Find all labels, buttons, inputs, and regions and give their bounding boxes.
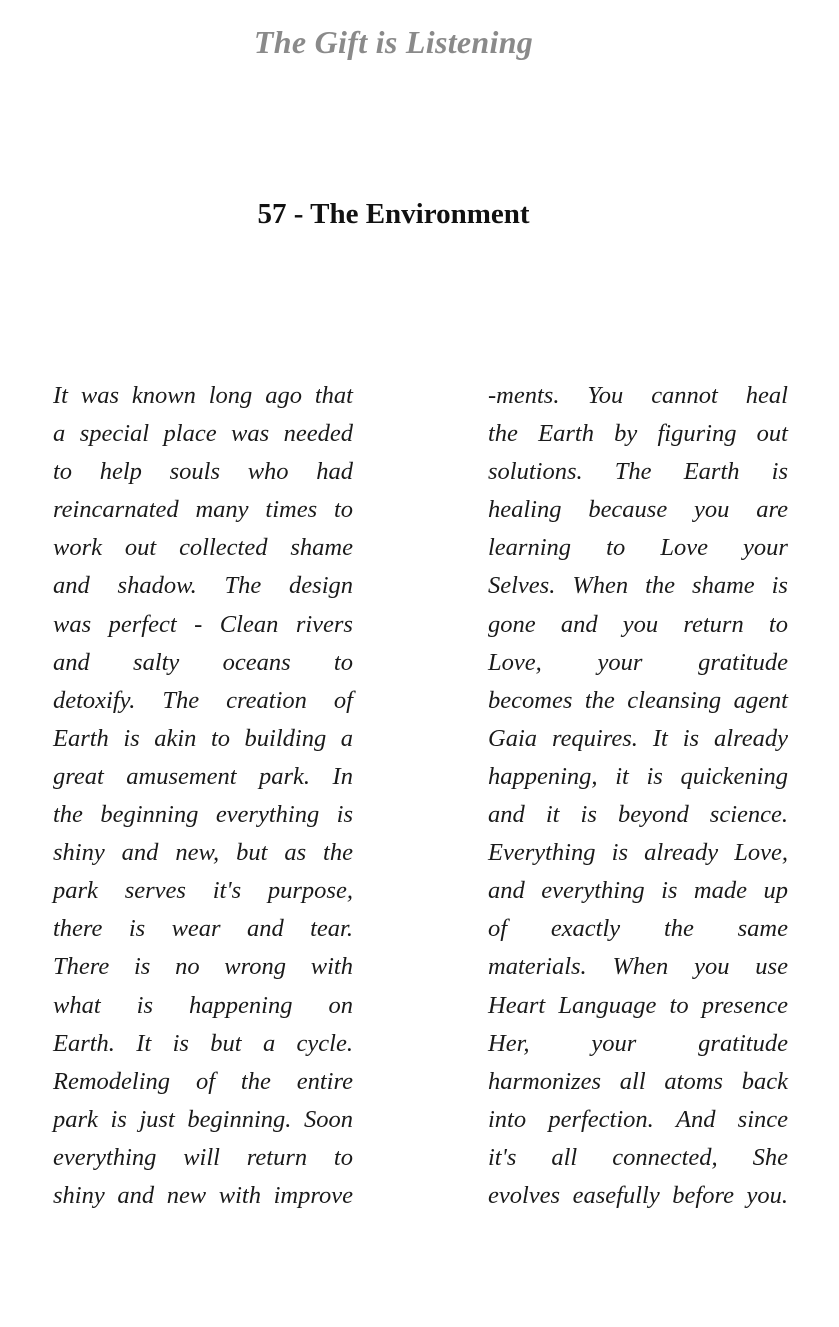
- text-line: into perfection. And since: [488, 1105, 788, 1133]
- text-line: great amusement park. In: [53, 762, 353, 790]
- text-line: materials. When you use: [488, 953, 788, 981]
- text-line: Everything is already Love,: [488, 839, 788, 867]
- text-line: and shadow. The design: [53, 572, 353, 600]
- text-line: Gaia requires. It is already: [488, 724, 788, 752]
- text-line: was perfect - Clean rivers: [53, 610, 353, 638]
- text-line: harmonizes all atoms back: [488, 1067, 788, 1095]
- text-line: of exactly the same: [488, 915, 788, 943]
- text-line: healing because you are: [488, 496, 788, 524]
- text-line: It was known long ago that: [53, 382, 353, 409]
- text-line: Earth is akin to building a: [53, 724, 353, 752]
- text-line: what is happening on: [53, 991, 353, 1019]
- text-line: everything will return to: [53, 1143, 353, 1171]
- text-column-right: [488, 377, 788, 1215]
- text-line: the beginning everything is: [53, 801, 353, 829]
- text-line: and salty oceans to: [53, 648, 353, 676]
- text-line: park serves it's purpose,: [53, 877, 353, 905]
- running-head-book-title: The Gift is Listening: [253, 24, 534, 60]
- text-line: shiny and new with improve: [53, 1181, 353, 1209]
- text-line: reincarnated many times to: [53, 496, 353, 524]
- text-line: solutions. The Earth is: [488, 458, 788, 486]
- text-line: shiny and new, but as the: [53, 839, 353, 867]
- text-line: and everything is made up: [488, 877, 788, 905]
- text-column-left: [53, 377, 353, 1215]
- text-line: park is just beginning. Soon: [53, 1105, 353, 1133]
- text-line: a special place was needed: [53, 420, 353, 448]
- text-line: detoxify. The creation of: [53, 686, 353, 714]
- text-line: it's all connected, She: [488, 1143, 788, 1171]
- text-line: happening, it is quickening: [488, 762, 788, 790]
- text-line: there is wear and tear.: [53, 915, 353, 943]
- text-line: Heart Language to presence: [488, 991, 788, 1019]
- text-line: Remodeling of the entire: [53, 1067, 353, 1095]
- text-line: There is no wrong with: [53, 953, 353, 981]
- text-line: work out collected shame: [53, 534, 353, 562]
- text-line: Earth. It is but a cycle.: [53, 1029, 353, 1057]
- text-line: Her, your gratitude: [488, 1029, 788, 1057]
- text-line: and it is beyond science.: [488, 801, 788, 829]
- chapter-title: 57 - The Environment: [257, 198, 530, 230]
- text-line: learning to Love your: [488, 534, 788, 562]
- text-line: the Earth by figuring out: [488, 420, 788, 448]
- text-line: evolves easefully before you.: [488, 1181, 788, 1209]
- text-line: becomes the cleansing agent: [488, 686, 788, 714]
- text-line: Love, your gratitude: [488, 648, 788, 676]
- text-line: Selves. When the shame is: [488, 572, 788, 600]
- text-line: -ments. You cannot heal: [488, 382, 788, 409]
- text-line: gone and you return to: [488, 610, 788, 638]
- text-line: to help souls who had: [53, 458, 353, 486]
